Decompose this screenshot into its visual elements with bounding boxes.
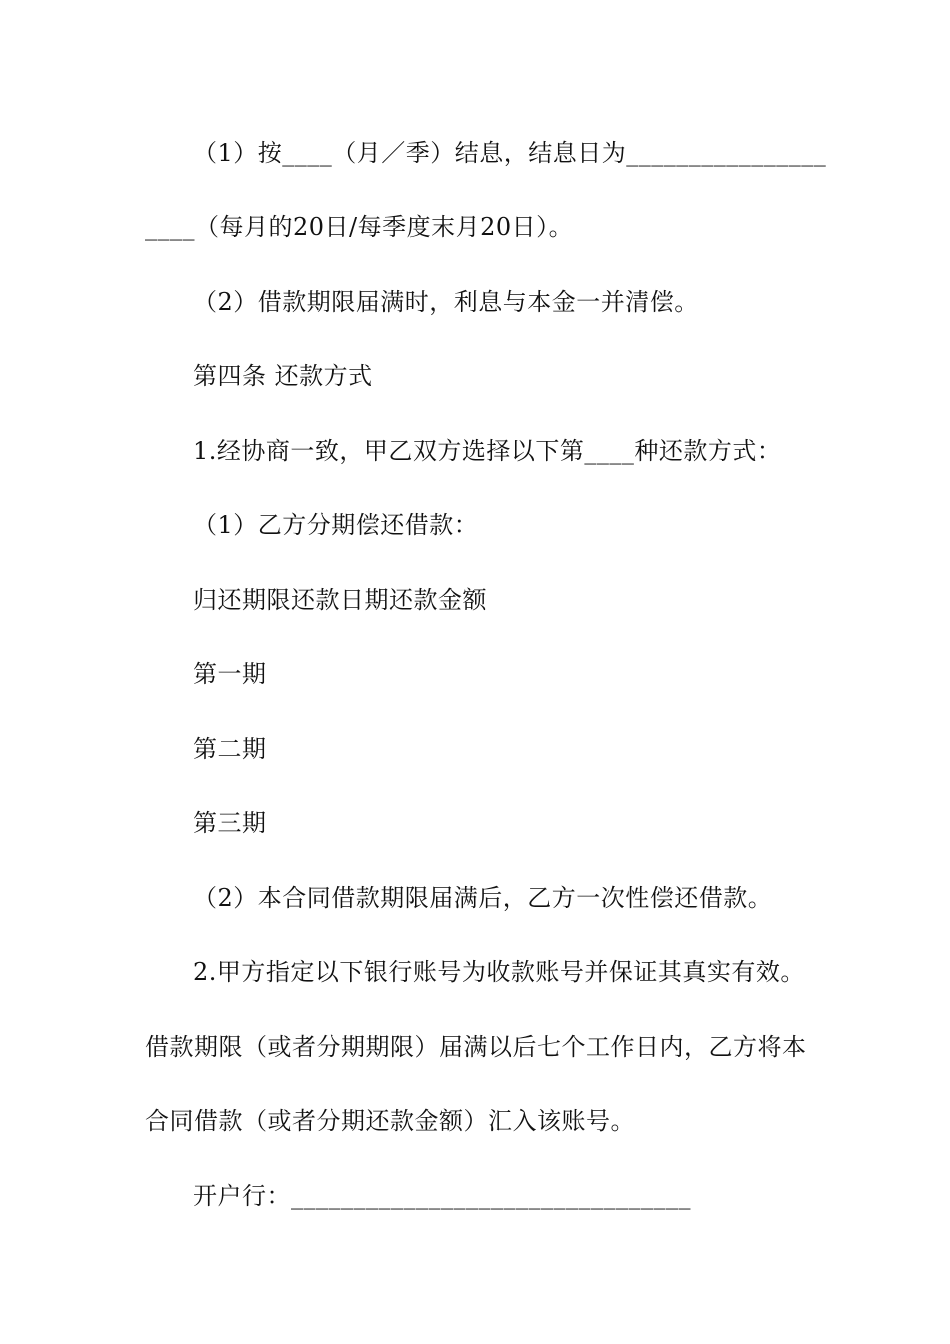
- interest-settlement-clause: （1）按____（月／季）结息，结息日为________________: [193, 139, 827, 167]
- installment-table-header: 归还期限还款日期还款金额: [193, 586, 487, 614]
- maturity-repayment-clause: （2）借款期限届满时，利息与本金一并清偿。: [193, 288, 699, 316]
- interest-settlement-date-note: ____（每月的20日/每季度末月20日）。: [145, 213, 574, 241]
- lump-sum-repayment-option: （2）本合同借款期限届满后，乙方一次性偿还借款。: [193, 884, 773, 912]
- installment-period-2: 第二期: [193, 735, 267, 763]
- opening-bank-field: 开户行：________________________________: [193, 1182, 691, 1210]
- bank-account-clause-continued-1: 借款期限（或者分期期限）届满以后七个工作日内，乙方将本: [145, 1033, 807, 1061]
- repayment-method-selection: 1.经协商一致，甲乙双方选择以下第____种还款方式：: [193, 437, 782, 465]
- bank-account-clause: 2.甲方指定以下银行账号为收款账号并保证其真实有效。: [193, 958, 805, 986]
- bank-account-clause-continued-2: 合同借款（或者分期还款金额）汇入该账号。: [145, 1107, 635, 1135]
- installment-period-1: 第一期: [193, 660, 267, 688]
- installment-period-3: 第三期: [193, 809, 267, 837]
- installment-repayment-option: （1）乙方分期偿还借款：: [193, 511, 479, 539]
- article-four-heading: 第四条 还款方式: [193, 362, 373, 390]
